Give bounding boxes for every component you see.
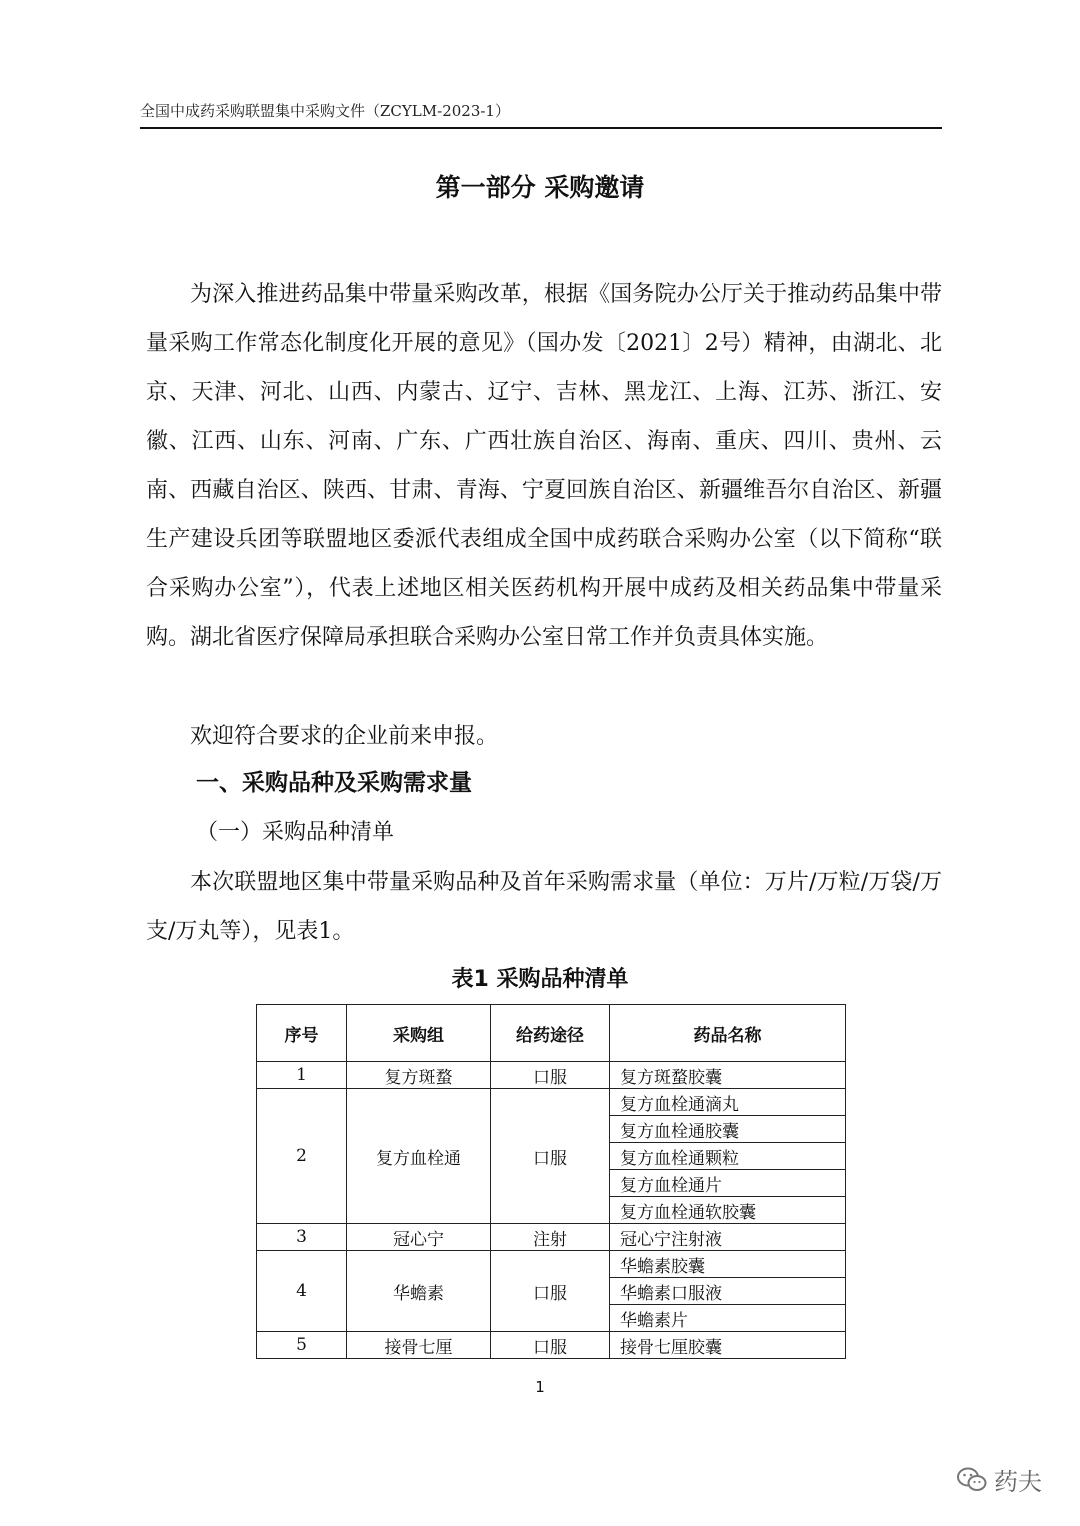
cell-no: 4 xyxy=(257,1251,347,1332)
procurement-table xyxy=(256,1004,846,1359)
page-number: 1 xyxy=(535,1378,545,1396)
cell-route: 口服 xyxy=(491,1251,610,1332)
list-intro-paragraph: 本次联盟地区集中带量采购品种及首年采购需求量（单位：万片/万粒/万袋/万支/万丸等），见表1。 xyxy=(146,870,942,944)
header-divider xyxy=(140,127,942,129)
table-row xyxy=(257,1089,846,1116)
table-row xyxy=(257,1062,846,1089)
cell-route: 注射 xyxy=(491,1224,610,1251)
column-header-route: 给药途径 xyxy=(491,1005,610,1062)
cell-group: 华蟾素 xyxy=(347,1251,491,1332)
section-heading: 一、采购品种及采购需求量 xyxy=(196,770,472,796)
watermark-text: 药夫 xyxy=(994,1468,1042,1496)
table-row xyxy=(257,1224,846,1251)
cell-drug-name: 华蟾素片 xyxy=(610,1305,846,1332)
cell-no: 3 xyxy=(257,1224,347,1251)
cell-group: 复方血栓通 xyxy=(347,1089,491,1224)
cell-drug-name: 复方血栓通胶囊 xyxy=(610,1116,846,1143)
cell-route: 口服 xyxy=(491,1089,610,1224)
cell-group: 冠心宁 xyxy=(347,1224,491,1251)
cell-no: 5 xyxy=(257,1332,347,1359)
intro-paragraph: 为深入推进药品集中带量采购改革，根据《国务院办公厅关于推动药品集中带量采购工作常态化制度化开展的意见》（国办发〔2021〕2号）精神，由湖北、北京、天津、河北、山西、内蒙古、辽宁、吉林、黑龙江、上海、江苏、浙江、安徽、江西、山东、河南、广东、广西壮族自治区、海南、重庆、四川、贵州、云南、西藏自治区、陕西、甘肃、青海、宁夏回族自治区、新疆维吾尔自治区、新疆生产建设兵团等联盟地区委派代表组成全国中成药联合采购办公室（以下简称“联合采购办公室”），代表上述地区相关医药机构开展中成药及相关药品集中带量采购。湖北省医疗保障局承担联合采购办公室日常工作并负责具体实施。 xyxy=(146,282,942,650)
column-header-drug-name: 药品名称 xyxy=(610,1005,846,1062)
cell-group: 接骨七厘 xyxy=(347,1332,491,1359)
cell-route: 口服 xyxy=(491,1332,610,1359)
cell-drug-name: 复方血栓通软胶囊 xyxy=(610,1197,846,1224)
cell-drug-name: 接骨七厘胶囊 xyxy=(610,1332,846,1359)
cell-group: 复方斑蝥 xyxy=(347,1062,491,1089)
cell-no: 2 xyxy=(257,1089,347,1224)
wechat-icon xyxy=(956,1466,988,1494)
cell-drug-name: 华蟾素胶囊 xyxy=(610,1251,846,1278)
cell-drug-name: 复方血栓通片 xyxy=(610,1170,846,1197)
column-header-group: 采购组 xyxy=(347,1005,491,1062)
cell-route: 口服 xyxy=(491,1062,610,1089)
welcome-paragraph: 欢迎符合要求的企业前来申报。 xyxy=(190,724,499,749)
cell-no: 1 xyxy=(257,1062,347,1089)
subsection-heading: （一）采购品种清单 xyxy=(196,820,395,845)
cell-drug-name: 复方血栓通颗粒 xyxy=(610,1143,846,1170)
column-header-no: 序号 xyxy=(257,1005,347,1062)
table-body xyxy=(257,1062,846,1359)
part-title: 第一部分 采购邀请 xyxy=(435,173,645,202)
document-header: 全国中成药采购联盟集中采购文件（ZCYLM-2023-1） xyxy=(140,102,510,120)
cell-drug-name: 复方斑蝥胶囊 xyxy=(610,1062,846,1089)
table-caption: 表1 采购品种清单 xyxy=(451,967,629,992)
table-row xyxy=(257,1332,846,1359)
table-header-row xyxy=(257,1005,846,1062)
watermark xyxy=(956,1462,1042,1497)
cell-drug-name: 华蟾素口服液 xyxy=(610,1278,846,1305)
cell-drug-name: 冠心宁注射液 xyxy=(610,1224,846,1251)
table-row xyxy=(257,1251,846,1278)
cell-drug-name: 复方血栓通滴丸 xyxy=(610,1089,846,1116)
